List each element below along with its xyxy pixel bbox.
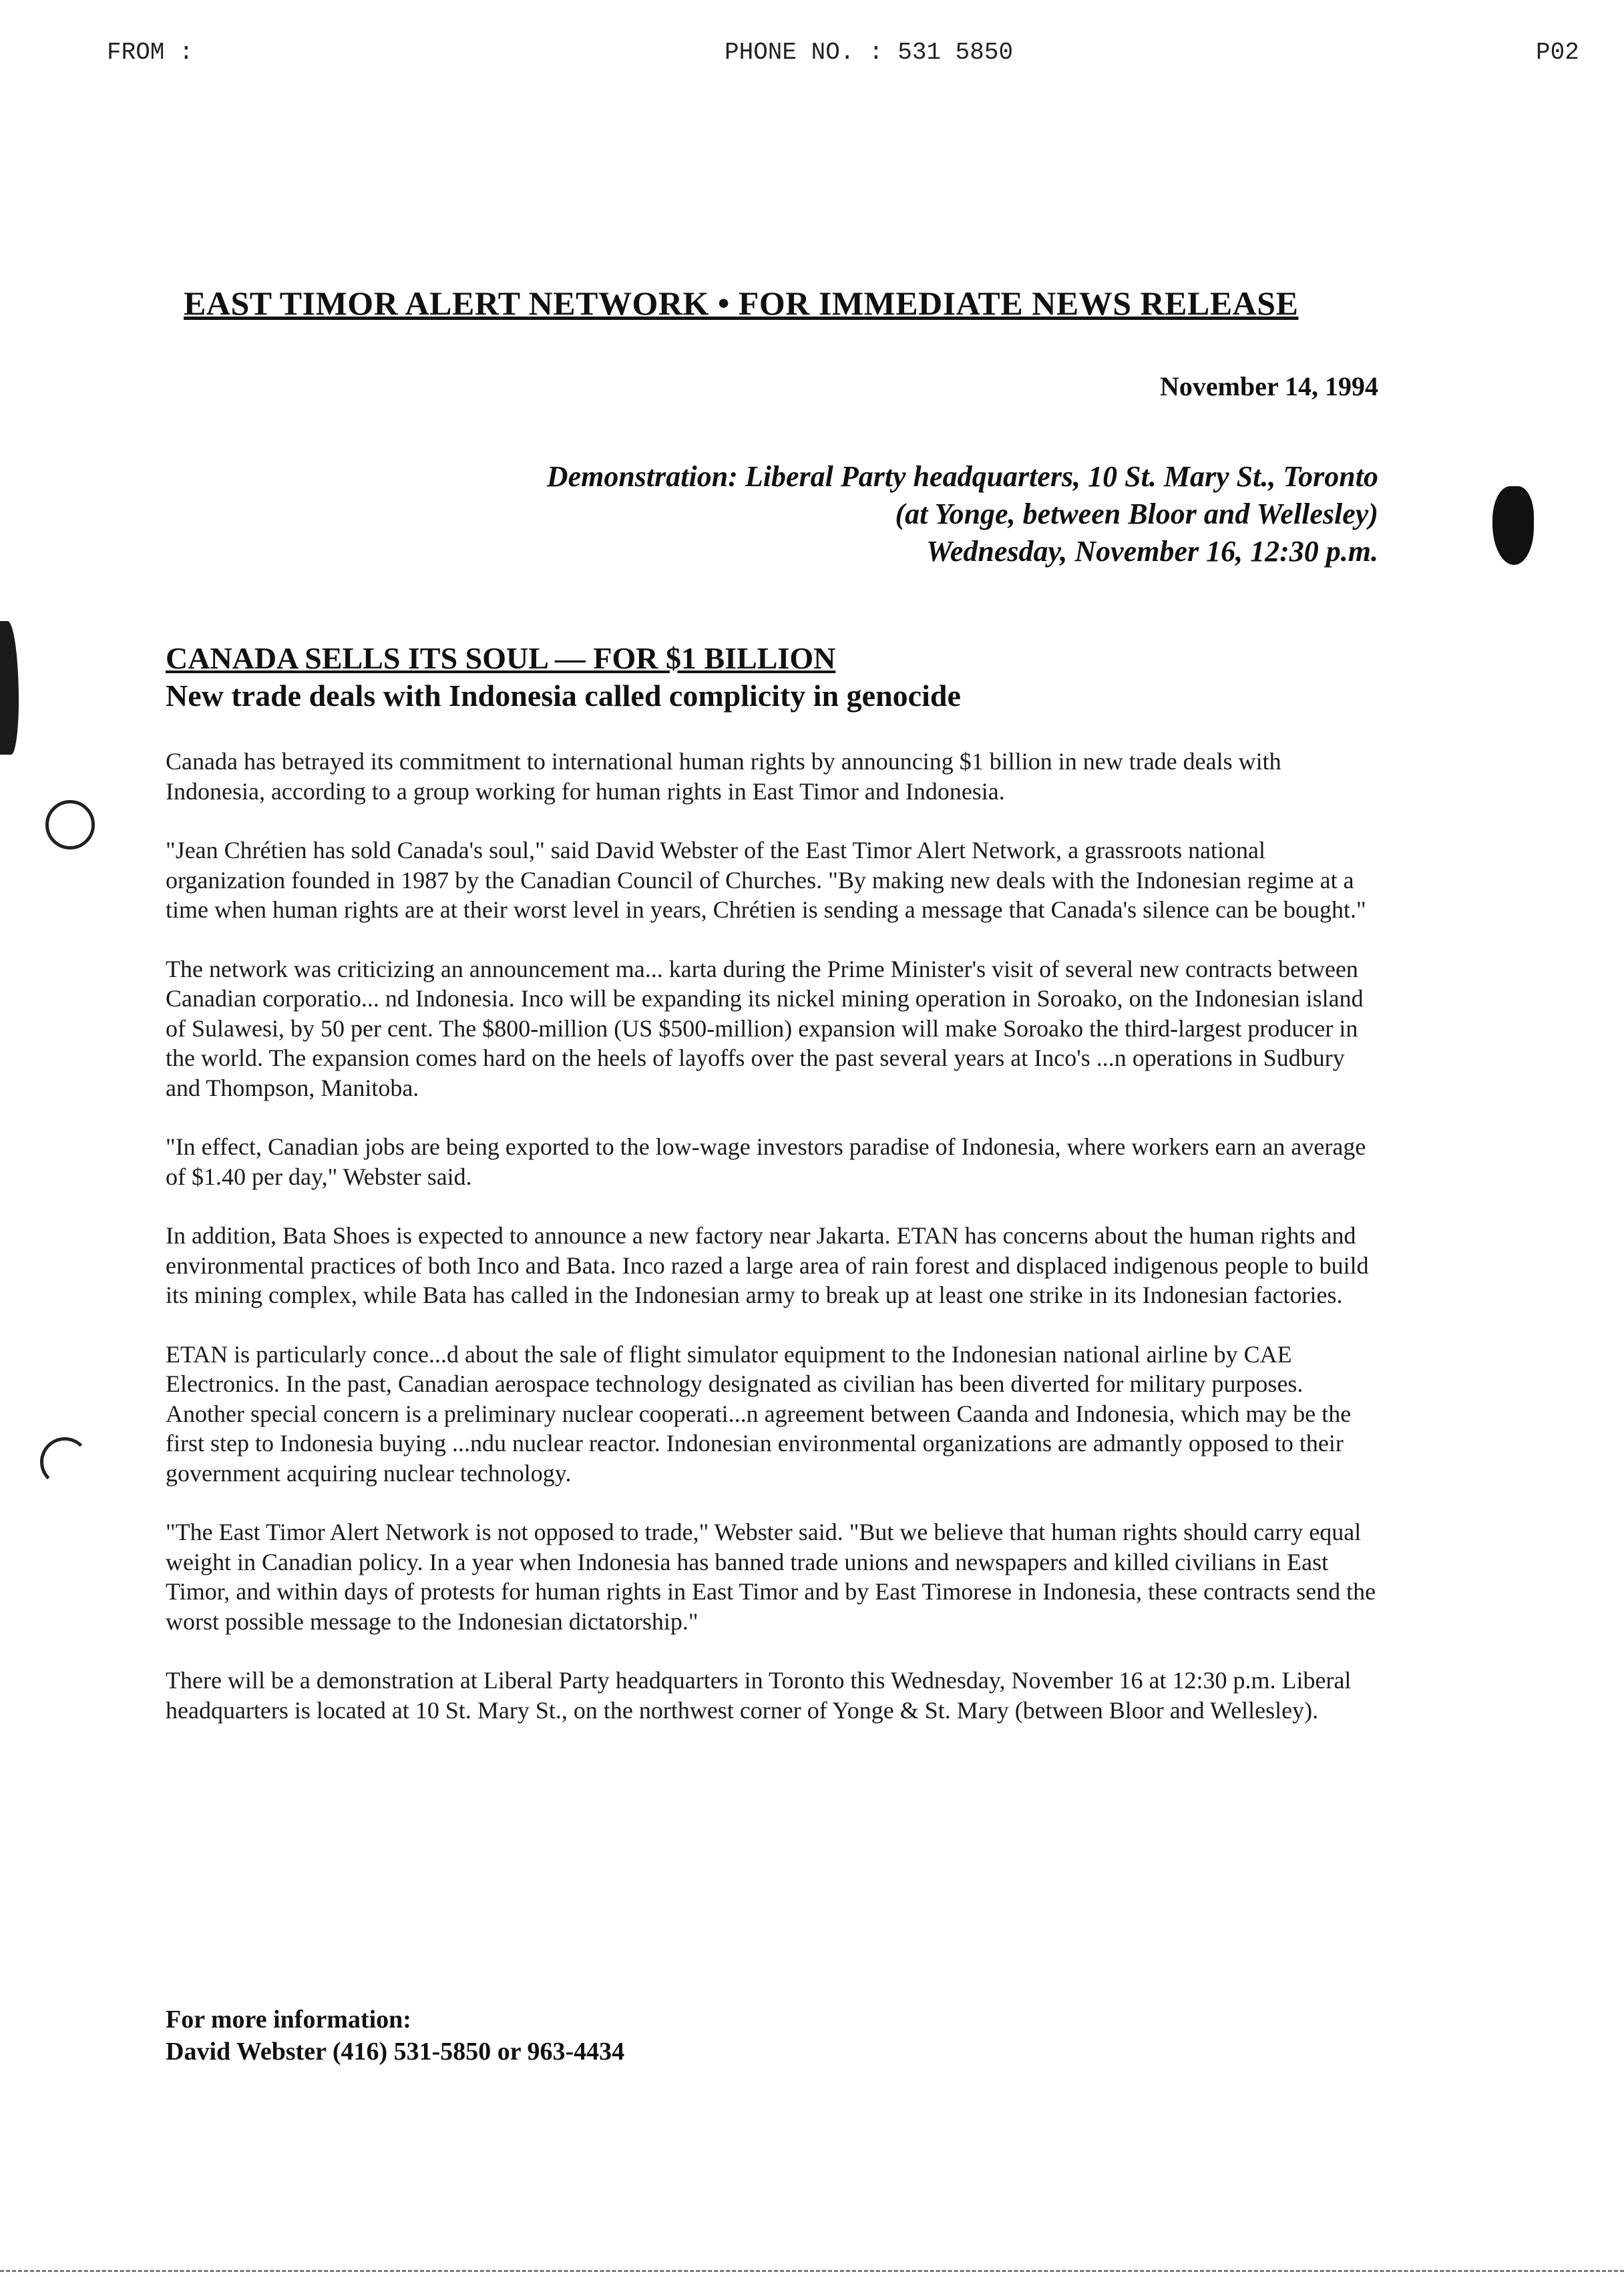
- fax-phone-number: PHONE NO. : 531 5850: [725, 39, 1014, 66]
- contact-label: For more information:: [166, 2006, 411, 2034]
- fax-page-number: P02: [1536, 39, 1579, 66]
- demonstration-time: Wednesday, November 16, 12:30 p.m.: [926, 535, 1378, 568]
- body-paragraph: "The East Timor Alert Network is not opposed to trade," Webster said. "But we believe that human rights should carry equal weight in Canadian policy. In a year when Indonesia has banned trade unions and newspapers and killed civilians in East Timor, and within days of protests for human rights in East Timor and by East Timorese in Indonesia, these contracts send the worst possible message to the Indonesian dictatorship.": [166, 1519, 1376, 1635]
- fax-header: [0, 39, 1624, 79]
- demonstration-notice: [176, 458, 1378, 570]
- body-paragraph: The network was criticizing an announcement ma... karta during the Prime Minister's visit of several new contracts between Canadian corporatio... nd Indonesia. Inco will be expanding its nickel mining operation in Soroako, on the Indonesian island of Sulawesi, by 50 per cent. The $800-million (US $500-million) expansion will make Soroako the third-largest producer in the world. The expansion comes hard on the heels of layoffs over the past several years at Inco's ...n operations in Sudbury and Thompson, Manitoba.: [166, 955, 1364, 1101]
- body-paragraph: In addition, Bata Shoes is expected to announce a new factory near Jakarta. ETAN has concerns about the human rights and environmental practices of both Inco and Bata. Inco razed a large area of rain forest and displaced indigenous people to build its mining complex, while Bata has called in the Indonesian army to break up at least one strike in its Indonesian factories.: [166, 1222, 1369, 1308]
- contact-info: [166, 2004, 624, 2068]
- body-paragraph: "Jean Chrétien has sold Canada's soul," said David Webster of the East Timor Alert Network, a grassroots national organization founded in 1987 by the Canadian Council of Churches. "By making new deals with the Indonesian regime at a time when human rights are at their worst level in years, Chrétien is sending a message that Canada's silence can be bought.": [166, 837, 1366, 923]
- demonstration-cross-streets: (at Yonge, between Bloor and Wellesley): [895, 498, 1378, 530]
- release-banner: EAST TIMOR ALERT NETWORK • FOR IMMEDIATE NEWS RELEASE: [184, 284, 1299, 322]
- fax-from: FROM :: [107, 39, 194, 66]
- contact-details: David Webster (416) 531-5850 or 963-4434: [166, 2038, 625, 2066]
- headline-main: CANADA SELLS ITS SOUL — FOR $1 BILLION: [166, 641, 836, 675]
- body-paragraph: There will be a demonstration at Liberal Party headquarters in Toronto this Wednesday, November 16 at 12:30 p.m. Liberal headquarters is located at 10 St. Mary St., on the northwest corner of Yonge & St. Mary (between Bloor and Wellesley).: [166, 1667, 1352, 1724]
- page-bottom-edge: [0, 2270, 1624, 2272]
- body-paragraph: "In effect, Canadian jobs are being exported to the low-wage investors paradise of Indonesia, where workers earn an average of $1.40 per day," Webster said.: [166, 1133, 1366, 1190]
- punch-hole-mark: [40, 1437, 89, 1487]
- body-paragraph: Canada has betrayed its commitment to international human rights by announcing $1 billion in new trade deals with Indonesia, according to a group working for human rights in East Timor and Indonesia.: [166, 748, 1281, 805]
- release-date: November 14, 1994: [1160, 371, 1378, 401]
- release-body: [166, 747, 1381, 1754]
- demonstration-location: Demonstration: Liberal Party headquarters, 10 St. Mary St., Toronto: [546, 460, 1378, 493]
- ink-blot: [1492, 486, 1534, 565]
- headline: [166, 640, 961, 715]
- scan-edge-mark: [0, 621, 19, 755]
- body-paragraph: ETAN is particularly conce...d about the sale of flight simulator equipment to the Indonesian national airline by CAE Electronics. In the past, Canadian aerospace technology designated as civilian has been diverted for military purposes. Another special concern is a preliminary nuclear cooperati...n agreement between Caanda and Indonesia, which may be the first step to Indonesia buying ...ndu nuclear reactor. Indonesian environmental organizations are admantly opposed to their government acquiring nuclear technology.: [166, 1340, 1352, 1487]
- punch-hole-mark: [45, 800, 95, 849]
- headline-sub: New trade deals with Indonesia called complicity in genocide: [166, 679, 961, 713]
